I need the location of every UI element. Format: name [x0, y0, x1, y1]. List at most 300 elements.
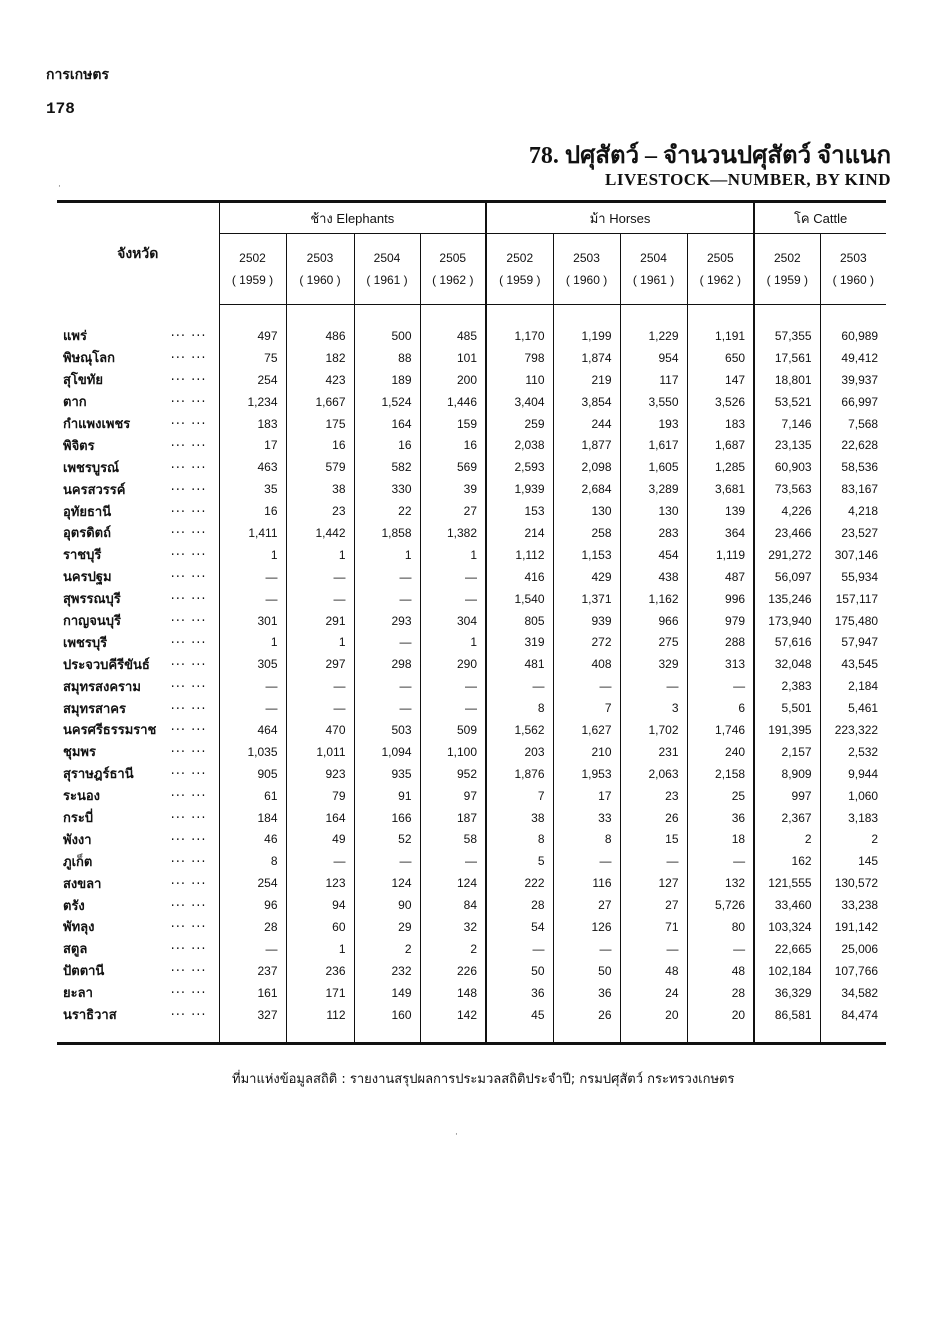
value-cell: 2 [420, 938, 486, 960]
table-row [57, 456, 886, 478]
value-cell: 130,572 [820, 872, 886, 894]
province-cell [57, 325, 219, 347]
table-row [57, 391, 886, 413]
table-row [57, 785, 886, 807]
value-cell: 1,446 [420, 391, 486, 413]
province-name: เพชรบูรณ์ [63, 460, 120, 476]
value-cell: 240 [687, 741, 754, 763]
value-cell: 952 [420, 763, 486, 785]
value-cell: 2,158 [687, 763, 754, 785]
value-cell: 35 [219, 478, 286, 500]
value-cell: 17,561 [754, 347, 820, 369]
value-cell: 291,272 [754, 544, 820, 566]
year-column-header [620, 234, 687, 305]
value-cell: 191,142 [820, 916, 886, 938]
value-cell: 6 [687, 697, 754, 719]
value-cell: — [553, 675, 620, 697]
value-cell: — [354, 850, 420, 872]
value-cell: 110 [486, 369, 553, 391]
province-name: กระบี่ [63, 811, 94, 827]
value-cell: — [553, 850, 620, 872]
value-cell: 32 [420, 916, 486, 938]
value-cell: 500 [354, 325, 420, 347]
value-cell: 2,383 [754, 675, 820, 697]
value-cell: 1,153 [553, 544, 620, 566]
table-row [57, 1004, 886, 1026]
table-row [57, 544, 886, 566]
province-name: ตาก [63, 395, 87, 411]
province-cell [57, 347, 219, 369]
value-cell: 1,371 [553, 588, 620, 610]
value-cell: 236 [286, 960, 354, 982]
province-name: นครสวรรค์ [63, 482, 126, 498]
province-cell [57, 741, 219, 763]
value-cell: 463 [219, 456, 286, 478]
province-cell [57, 1004, 219, 1026]
value-cell: 8 [219, 850, 286, 872]
value-cell: 182 [286, 347, 354, 369]
leader-dots: ... ... [170, 347, 207, 363]
year-ad: ( 1961 ) [632, 273, 675, 287]
province-name: ภูเก็ต [63, 854, 93, 870]
value-cell: 130 [620, 500, 687, 522]
province-name: พัทลุง [63, 920, 95, 936]
value-cell: — [486, 675, 553, 697]
value-cell: — [420, 675, 486, 697]
province-cell [57, 894, 219, 916]
value-cell: 175,480 [820, 610, 886, 632]
value-cell: 130 [553, 500, 620, 522]
value-cell: 57,616 [754, 631, 820, 653]
year-ad: ( 1959 ) [766, 273, 808, 287]
value-cell: 160 [354, 1004, 420, 1026]
value-cell: 939 [553, 610, 620, 632]
value-cell: 15 [620, 828, 687, 850]
value-cell: 1,876 [486, 763, 553, 785]
leader-dots: ... ... [170, 653, 207, 669]
value-cell: — [219, 588, 286, 610]
value-cell: 210 [553, 741, 620, 763]
value-cell: 184 [219, 807, 286, 829]
value-cell: 75 [219, 347, 286, 369]
value-cell: 3,681 [687, 478, 754, 500]
value-cell: — [219, 675, 286, 697]
value-cell: 1,442 [286, 522, 354, 544]
value-cell: 237 [219, 960, 286, 982]
value-cell: 291 [286, 610, 354, 632]
province-name: สมุทรสงคราม [63, 679, 141, 695]
value-cell: 126 [553, 916, 620, 938]
leader-dots: ... ... [170, 982, 207, 998]
value-cell: 147 [687, 369, 754, 391]
table-row [57, 522, 886, 544]
value-cell: 38 [286, 478, 354, 500]
value-cell: 17 [219, 434, 286, 456]
value-cell: 258 [553, 522, 620, 544]
province-cell [57, 544, 219, 566]
value-cell: 7,568 [820, 413, 886, 435]
value-cell: 90 [354, 894, 420, 916]
value-cell: 5,501 [754, 697, 820, 719]
leader-dots: ... ... [170, 850, 207, 866]
value-cell: 1 [219, 631, 286, 653]
value-cell: 88 [354, 347, 420, 369]
leader-dots: ... ... [170, 391, 207, 407]
province-cell [57, 478, 219, 500]
year-ad: ( 1962 ) [699, 273, 741, 287]
value-cell: 17 [553, 785, 620, 807]
province-cell [57, 653, 219, 675]
value-cell: 650 [687, 347, 754, 369]
province-cell [57, 434, 219, 456]
value-cell: — [420, 566, 486, 588]
value-cell: 954 [620, 347, 687, 369]
value-cell: 39,937 [820, 369, 886, 391]
value-cell: 183 [687, 413, 754, 435]
value-cell: — [687, 850, 754, 872]
value-cell: 509 [420, 719, 486, 741]
value-cell: 979 [687, 610, 754, 632]
value-cell: 1,011 [286, 741, 354, 763]
province-cell [57, 588, 219, 610]
value-cell: 191,395 [754, 719, 820, 741]
value-cell: 2,593 [486, 456, 553, 478]
value-cell: 124 [354, 872, 420, 894]
value-cell: 18,801 [754, 369, 820, 391]
value-cell: 36 [553, 982, 620, 1004]
year-column-header [687, 234, 754, 305]
value-cell: 464 [219, 719, 286, 741]
leader-dots: ... ... [170, 938, 207, 954]
province-name: นครปฐม [63, 570, 112, 586]
year-be: 2502 [239, 251, 266, 265]
value-cell: 107,766 [820, 960, 886, 982]
value-cell: 1 [219, 544, 286, 566]
value-cell: 135,246 [754, 588, 820, 610]
value-cell: 80 [687, 916, 754, 938]
value-cell: 86,581 [754, 1004, 820, 1026]
livestock-table [57, 200, 886, 1045]
year-be: 2505 [439, 251, 467, 265]
value-cell: 32,048 [754, 653, 820, 675]
province-name: กาญจนบุรี [63, 614, 121, 630]
province-cell [57, 566, 219, 588]
value-cell: 38 [486, 807, 553, 829]
table-row [57, 916, 886, 938]
scan-speck: · [455, 1130, 458, 1140]
leader-dots: ... ... [170, 500, 207, 516]
value-cell: — [354, 588, 420, 610]
leader-dots: ... ... [170, 544, 207, 560]
value-cell: 112 [286, 1004, 354, 1026]
value-cell: 148 [420, 982, 486, 1004]
value-cell: 1,627 [553, 719, 620, 741]
table-row [57, 675, 886, 697]
value-cell: 1,199 [553, 325, 620, 347]
table-row [57, 325, 886, 347]
value-cell: 288 [687, 631, 754, 653]
value-cell: 1 [286, 544, 354, 566]
value-cell: 27 [620, 894, 687, 916]
value-cell: 327 [219, 1004, 286, 1026]
value-cell: 22,665 [754, 938, 820, 960]
value-cell: 26 [620, 807, 687, 829]
province-name: เพชรบุรี [63, 635, 108, 651]
province-name: ระนอง [63, 789, 101, 805]
province-cell [57, 807, 219, 829]
province-name: สงขลา [63, 876, 102, 892]
value-cell: — [286, 675, 354, 697]
leader-dots: ... ... [170, 960, 207, 976]
value-cell: 244 [553, 413, 620, 435]
leader-dots: ... ... [170, 610, 207, 626]
value-cell: 231 [620, 741, 687, 763]
value-cell: 503 [354, 719, 420, 741]
value-cell: 33 [553, 807, 620, 829]
province-name: ประจวบคีรีขันธ์ [63, 657, 150, 673]
table-row [57, 807, 886, 829]
province-name: ยะลา [63, 986, 93, 1002]
province-cell [57, 697, 219, 719]
value-cell: 2,063 [620, 763, 687, 785]
value-cell: 34,582 [820, 982, 886, 1004]
table-row [57, 719, 886, 741]
leader-dots: ... ... [170, 785, 207, 801]
value-cell: 297 [286, 653, 354, 675]
value-cell: 50 [553, 960, 620, 982]
value-cell: 96 [219, 894, 286, 916]
province-cell [57, 763, 219, 785]
leader-dots: ... ... [170, 675, 207, 691]
value-cell: 7 [486, 785, 553, 807]
value-cell: 2,098 [553, 456, 620, 478]
value-cell: 1,524 [354, 391, 420, 413]
value-cell: 20 [620, 1004, 687, 1026]
value-cell: 579 [286, 456, 354, 478]
value-cell: 187 [420, 807, 486, 829]
value-cell: 1,285 [687, 456, 754, 478]
value-cell: 2,684 [553, 478, 620, 500]
value-cell: 20 [687, 1004, 754, 1026]
value-cell: 1,094 [354, 741, 420, 763]
value-cell: — [286, 588, 354, 610]
province-cell [57, 369, 219, 391]
value-cell: 24 [620, 982, 687, 1004]
year-be: 2504 [373, 251, 401, 265]
value-cell: — [687, 938, 754, 960]
province-cell [57, 785, 219, 807]
value-cell: 7 [553, 697, 620, 719]
value-cell: 219 [553, 369, 620, 391]
value-cell: 60,903 [754, 456, 820, 478]
value-cell: 103,324 [754, 916, 820, 938]
value-cell: 1,411 [219, 522, 286, 544]
year-ad: ( 1959 ) [499, 273, 541, 287]
value-cell: — [354, 675, 420, 697]
value-cell: 193 [620, 413, 687, 435]
value-cell: 8 [486, 697, 553, 719]
leader-dots: ... ... [170, 807, 207, 823]
value-cell: 1,939 [486, 478, 553, 500]
value-cell: 23 [286, 500, 354, 522]
value-cell: 23,135 [754, 434, 820, 456]
value-cell: 52 [354, 828, 420, 850]
province-cell [57, 413, 219, 435]
value-cell: 153 [486, 500, 553, 522]
province-name: กำแพงเพชร [63, 417, 131, 432]
value-cell: 214 [486, 522, 553, 544]
value-cell: 139 [687, 500, 754, 522]
value-cell: 171 [286, 982, 354, 1004]
province-name: ราชบุรี [63, 548, 102, 564]
value-cell: 84,474 [820, 1004, 886, 1026]
value-cell: 84 [420, 894, 486, 916]
province-cell [57, 522, 219, 544]
value-cell: 923 [286, 763, 354, 785]
value-cell: 9,944 [820, 763, 886, 785]
value-cell: 2,157 [754, 741, 820, 763]
value-cell: 481 [486, 653, 553, 675]
value-cell: 569 [420, 456, 486, 478]
value-cell: 1,229 [620, 325, 687, 347]
value-cell: 57,947 [820, 631, 886, 653]
table-row [57, 872, 886, 894]
value-cell: 997 [754, 785, 820, 807]
value-cell: 3,289 [620, 478, 687, 500]
value-cell: 319 [486, 631, 553, 653]
value-cell: 189 [354, 369, 420, 391]
year-column-header [219, 234, 286, 305]
value-cell: 254 [219, 369, 286, 391]
value-cell: 60,989 [820, 325, 886, 347]
table-row [57, 588, 886, 610]
value-cell: 2,367 [754, 807, 820, 829]
value-cell: 1,953 [553, 763, 620, 785]
horses-group-header: ม้า Horses [486, 202, 754, 234]
scan-speck: · [58, 182, 61, 192]
value-cell: 61 [219, 785, 286, 807]
value-cell: 159 [420, 413, 486, 435]
value-cell: 966 [620, 610, 687, 632]
value-cell: — [486, 938, 553, 960]
province-cell [57, 631, 219, 653]
value-cell: 293 [354, 610, 420, 632]
value-cell: 43,545 [820, 653, 886, 675]
value-cell: 102,184 [754, 960, 820, 982]
value-cell: 487 [687, 566, 754, 588]
leader-dots: ... ... [170, 1004, 207, 1020]
table-row [57, 697, 886, 719]
value-cell: — [286, 697, 354, 719]
value-cell: 149 [354, 982, 420, 1004]
value-cell: 23 [620, 785, 687, 807]
value-cell: — [620, 675, 687, 697]
table-row [57, 828, 886, 850]
value-cell: 1 [354, 544, 420, 566]
value-cell: 3,526 [687, 391, 754, 413]
province-name: สมุทรสาคร [63, 701, 126, 717]
value-cell: — [219, 697, 286, 719]
value-cell: — [420, 588, 486, 610]
table-row [57, 850, 886, 872]
province-name: ปัตตานี [63, 964, 105, 980]
province-column-header: จังหวัด [57, 202, 219, 305]
value-cell: 290 [420, 653, 486, 675]
value-cell: 5 [486, 850, 553, 872]
value-cell: 58 [420, 828, 486, 850]
year-ad: ( 1961 ) [366, 273, 408, 287]
value-cell: 283 [620, 522, 687, 544]
province-cell [57, 960, 219, 982]
year-column-header [286, 234, 354, 305]
leader-dots: ... ... [170, 697, 207, 713]
value-cell: 232 [354, 960, 420, 982]
year-be: 2503 [306, 251, 334, 265]
leader-dots: ... ... [170, 741, 207, 757]
value-cell: — [620, 850, 687, 872]
value-cell: 36,329 [754, 982, 820, 1004]
leader-dots: ... ... [170, 413, 207, 428]
province-cell [57, 610, 219, 632]
leader-dots: ... ... [170, 325, 207, 341]
province-name: สุราษฎร์ธานี [63, 767, 134, 783]
value-cell: 16 [420, 434, 486, 456]
value-cell: 1,877 [553, 434, 620, 456]
value-cell: 301 [219, 610, 286, 632]
value-cell: 305 [219, 653, 286, 675]
leader-dots: ... ... [170, 434, 207, 450]
year-be: 2505 [706, 251, 734, 265]
value-cell: 33,460 [754, 894, 820, 916]
value-cell: 28 [486, 894, 553, 916]
value-cell: 2,038 [486, 434, 553, 456]
province-name: นครศรีธรรมราช [63, 723, 157, 739]
value-cell: 97 [420, 785, 486, 807]
page-number: 178 [46, 100, 75, 118]
value-cell: 1,119 [687, 544, 754, 566]
table-row [57, 434, 886, 456]
table-row [57, 763, 886, 785]
value-cell: 28 [687, 982, 754, 1004]
value-cell: 58,536 [820, 456, 886, 478]
value-cell: 60 [286, 916, 354, 938]
value-cell: 2 [354, 938, 420, 960]
value-cell: 485 [420, 325, 486, 347]
value-cell: 48 [620, 960, 687, 982]
value-cell: 996 [687, 588, 754, 610]
value-cell: 25,006 [820, 938, 886, 960]
value-cell: 423 [286, 369, 354, 391]
value-cell: 203 [486, 741, 553, 763]
value-cell: 1,617 [620, 434, 687, 456]
year-ad: ( 1962 ) [432, 273, 474, 287]
province-cell [57, 719, 219, 741]
leader-dots: ... ... [170, 719, 207, 735]
value-cell: 161 [219, 982, 286, 1004]
value-cell: 49,412 [820, 347, 886, 369]
province-cell [57, 675, 219, 697]
value-cell: — [687, 675, 754, 697]
table-row [57, 566, 886, 588]
value-cell: — [286, 850, 354, 872]
value-cell: 8 [553, 828, 620, 850]
leader-dots: ... ... [170, 916, 207, 932]
value-cell: 7,146 [754, 413, 820, 435]
value-cell: 127 [620, 872, 687, 894]
table-row [57, 478, 886, 500]
value-cell: 117 [620, 369, 687, 391]
year-be: 2502 [773, 251, 801, 265]
